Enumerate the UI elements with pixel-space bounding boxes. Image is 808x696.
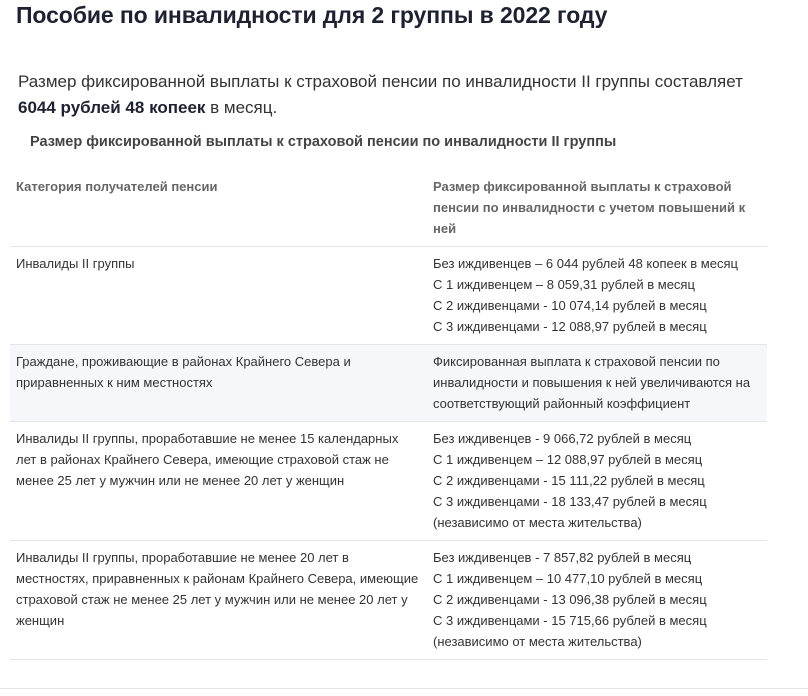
table-row	[10, 247, 767, 345]
amount-line: С 1 иждивенцем – 8 059,31 рублей в месяц	[433, 277, 695, 292]
row-category: Инвалиды II группы, проработавшие не менее 15 календарных лет в районах Крайнего Севера, имеющие страховой стаж не менее 25 лет у мужчин или не менее 20 лет у женщин	[10, 422, 427, 541]
row-amount	[427, 422, 767, 541]
row-category: Граждане, проживающие в районах Крайнего Севера и приравненных к ним местностях	[10, 345, 427, 422]
amount-line: С 3 иждивенцами - 12 088,97 рублей в месяц	[433, 319, 707, 334]
table-row	[10, 541, 767, 660]
table-row	[10, 345, 767, 422]
row-category: Инвалиды II группы, проработавшие не менее 20 лет в местностях, приравненных к районам Крайнего Севера, имеющие страховой стаж не менее 25 лет у мужчин или не менее 20 лет у женщин	[10, 541, 427, 660]
amount-note: (независимо от места жительства)	[433, 515, 642, 530]
header-amount: Размер фиксированной выплаты к страховой пенсии по инвалидности с учетом повышений к ней	[427, 170, 767, 247]
amount-line: С 3 иждивенцами - 15 715,66 рублей в месяц	[433, 613, 707, 628]
row-amount	[427, 345, 767, 422]
amount-line: Фиксированная выплата к страховой пенсии по инвалидности и повышения к ней увеличиваются на соответствующий районный коэффициент	[433, 354, 751, 411]
table-caption: Размер фиксированной выплаты к страховой пенсии по инвалидности II группы	[30, 134, 617, 150]
amount-line: Без иждивенцев – 6 044 рублей 48 копеек в месяц	[433, 256, 738, 271]
intro-text: Размер фиксированной выплаты к страховой пенсии по инвалидности II группы составляет	[18, 72, 743, 91]
amount-line: С 2 иждивенцами - 13 096,38 рублей в месяц	[433, 592, 707, 607]
amount-line: С 1 иждивенцем – 12 088,97 рублей в месяц	[433, 452, 703, 467]
amount-line: Без иждивенцев - 7 857,82 рублей в месяц	[433, 550, 692, 565]
row-amount	[427, 247, 767, 345]
amount-line: С 2 иждивенцами - 10 074,14 рублей в месяц	[433, 298, 707, 313]
page-title: Пособие по инвалидности для 2 группы в 2022 году	[16, 2, 608, 28]
intro-amount: 6044 рублей 48 копеек	[18, 98, 206, 117]
header-category: Категория получателей пенсии	[10, 170, 427, 247]
table-row	[10, 422, 767, 541]
amount-line: С 1 иждивенцем – 10 477,10 рублей в месяц	[433, 571, 703, 586]
payments-table	[10, 170, 767, 660]
row-category: Инвалиды II группы	[10, 247, 427, 345]
row-amount	[427, 541, 767, 660]
intro-paragraph	[18, 69, 778, 121]
intro-suffix: в месяц.	[205, 98, 278, 117]
amount-line: С 3 иждивенцами - 18 133,47 рублей в месяц	[433, 494, 707, 509]
amount-note: (независимо от места жительства)	[433, 634, 642, 649]
amount-line: Без иждивенцев - 9 066,72 рублей в месяц	[433, 431, 692, 446]
table-header-row	[10, 170, 767, 247]
amount-line: С 2 иждивенцами - 15 111,22 рублей в месяц	[433, 473, 705, 488]
divider	[0, 688, 808, 689]
